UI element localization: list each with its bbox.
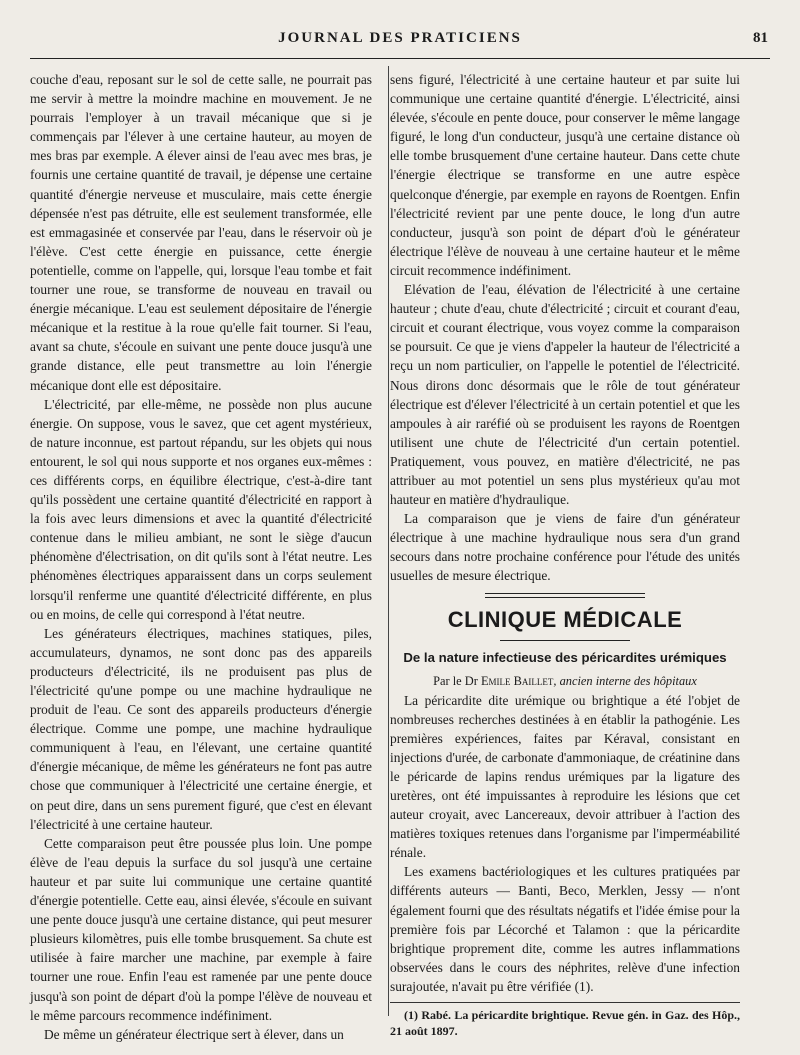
right-column — [390, 70, 740, 1039]
journal-title: JOURNAL DES PRATICIENS — [278, 30, 522, 46]
byline-prefix: Par le Dr — [433, 673, 478, 688]
paragraph: L'électricité, par elle-même, ne possède non plus aucune énergie. On suppose, vous le savez, que cet agent mystérieux, de nature inconnue, est partout répandu, sur les objets qui nous entourent, le sol qui nous supporte et nos organes eux-mêmes : ces différents corps, en équilibre électrique, c'est-à-dire tant qu'ils possèdent une certaine quantité d'électricité en rapport à la fois avec leurs dimensions et avec la quantité d'électricité contenue dans le milieu ambiant, ne sont le siège d'aucun phénomène d'électrisation, on dit qu'ils sont à l'état neutre. Les phénomènes électriques apparaissent dans un corps seulement lorsqu'il renferme une quantité d'électricité différente, en plus ou en moins, de celle qui correspond à l'état neutre. — [30, 396, 372, 622]
footnote: (1) Rabé. La péricardite brightique. Revue gén. in Gaz. des Hôp., 21 août 1897. — [390, 1008, 740, 1039]
paragraph: Cette comparaison peut être poussée plus loin. Une pompe élève de l'eau depuis la surface du sol jusqu'à une certaine hauteur et par suite lui communique une certaine quantité d'énergie potentielle. Cette eau, ainsi élevée, s'écoule en suivant une pente douce jusqu'à une certaine distance, qui peut mesurer plusieurs kilomètres, puis elle tombe brusquement. Sa chute est utilisée à faire marcher une machine, par exemple à faire tourner une roue. Enfin l'eau est ramenée par une pente douce jusqu'à son point de départ d'où la pompe l'élève de nouveau et le même parcours recommence indéfiniment. — [30, 835, 372, 1023]
paragraph: La péricardite dite urémique ou brightique a été l'objet de nombreuses recherches destinées à en établir la pathogénie. Les premières expériences, faites par Kéraval, consistant en injections d'urée, de carbonate d'ammoniaque, de créatinine dans le péricarde de lapins rendus urémiques par la ligature des uretères, ont été impuissantes à reproduire les lésions que cet auteur croyait, avec Lancereaux, devoir attribuer à l'action des matières toxiques retenues dans l'organisme par l'imperméabilité rénale. — [390, 692, 740, 861]
article-title: De la nature infectieuse des péricardites urémiques — [403, 649, 727, 665]
paragraph: Les générateurs électriques, machines statiques, piles, accumulateurs, dynamos, ne sont donc pas des appareils producteurs d'électricité, ils ne produisent pas plus de l'électricité qu'une pompe ou une machine hydraulique ne produit de l'eau. Ce sont des appareils producteurs d'énergie électrique. Comme une pompe, une machine hydraulique communiquent à l'eau, en l'élevant, une certaine quantité d'énergie mécanique, de même les générateurs ne font pas autre chose que communiquer à l'électricité une certaine énergie, et on peut dire, dans un sens purement figuré, que c'est en élevant l'électricité à une certaine hauteur. — [30, 625, 372, 832]
column-divider — [388, 66, 389, 1016]
paragraph: Elévation de l'eau, élévation de l'électricité à une certaine hauteur ; chute d'eau, chute d'électricité ; circuit et courant d'eau, circuit et courant électrique, vous voyez comme la comparaison se poursuit. Ce que je viens d'appeler la hauteur de l'électricité a reçu un nom particulier, on l'appelle le potentiel de l'électricité. Nous dirons donc désormais que le rôle de tout générateur électrique est d'élever l'électricité à un certain potentiel et que les ampoules à air raréfié où se produisent les rayons de Roentgen utilisent une chute de l'électricité d'un certain potentiel. Pratiquement, vous pouvez, en matière d'électricité, ne pas attribuer au mot potentiel un sens plus mystérieux qu'au mot hauteur en matière d'hydraulique. — [390, 282, 740, 508]
paragraph: Les examens bactériologiques et les cultures pratiquées par différents auteurs — Banti, Beco, Merklen, Jessy — n'ont également fourni que des résultats négatifs et l'idée émise pour la première fois par Lécorché et Talamon : que la péricardite brightique proprement dite, comme les autres inflammations observées dans le cours des néphrites, relève d'une infection surajoutée, n'avait pu être vérifiée (1). — [390, 864, 740, 994]
section-heading: CLINIQUE MÉDICALE — [447, 606, 683, 632]
left-column — [30, 70, 372, 1044]
footnote-rule — [390, 1002, 740, 1003]
section-separator — [485, 593, 645, 598]
byline — [390, 673, 740, 690]
section-rule — [500, 640, 630, 641]
running-header — [30, 22, 770, 52]
byline-role: , ancien interne des hôpitaux — [553, 673, 697, 688]
paragraph: sens figuré, l'électricité à une certaine hauteur et par suite lui communique une certaine quantité d'énergie. L'électricité, ainsi élevée, s'écoule en pente douce, pour conserver le même langage figuré, le long d'un conducteur, jusqu'à une certaine distance où elle tombe brusquement d'une certaine hauteur. Dans cette chute l'énergie électrique se transforme en une autre espèce quelconque d'énergie, par exemple en rayons de Roentgen. Enfin l'électricité revient par une pente douce, le long d'un autre conducteur, jusqu'à son point de départ d'où le générateur électrique l'élève de nouveau à une certaine hauteur et le même circuit recommence indéfiniment. — [390, 72, 740, 278]
paragraph: La comparaison que je viens de faire d'un générateur électrique à une machine hydraulique nous sera d'un grand secours dans notre prochaine conférence pour l'étude des unités usuelles de mesure électrique. — [390, 511, 740, 584]
header-rule — [30, 58, 770, 59]
byline-author: Emile Baillet — [480, 673, 554, 688]
paragraph: couche d'eau, reposant sur le sol de cette salle, ne pourrait pas me servir à mettre la moindre machine en mouvement. Je ne pourrais l'employer à un travail mécanique que si je commençais par l'élever à une certaine hauteur, au moyen de mes bras par exemple. A élever ainsi de l'eau avec mes bras, je fournis une certaine quantité de travail, je dépense une certaine quantité d'énergie nerveuse et musculaire, mais cette énergie dépensée n'est pas détruite, elle est seulement transformée, elle est emmagasinée et conservée par l'eau, dans le réservoir où je l'élève. C'est cette énergie en puissance, cette énergie potentielle, comme on l'appelle, qui, lorsque l'eau tombe et fait tourner une roue, se transforme de nouveau en travail ou énergie mécanique. L'eau est seulement dépositaire de l'énergie mécanique et la restitue à la roue qu'elle fait tourner. Si l'eau, avant sa chute, s'écoule en suivant une pente douce jusqu'à une grande distance, elle peut transmettre au loin l'énergie mécanique dont elle est dépositaire. — [30, 72, 372, 393]
paragraph: De même un générateur électrique sert à élever, dans un — [44, 1026, 344, 1042]
page-number: 81 — [753, 30, 768, 46]
